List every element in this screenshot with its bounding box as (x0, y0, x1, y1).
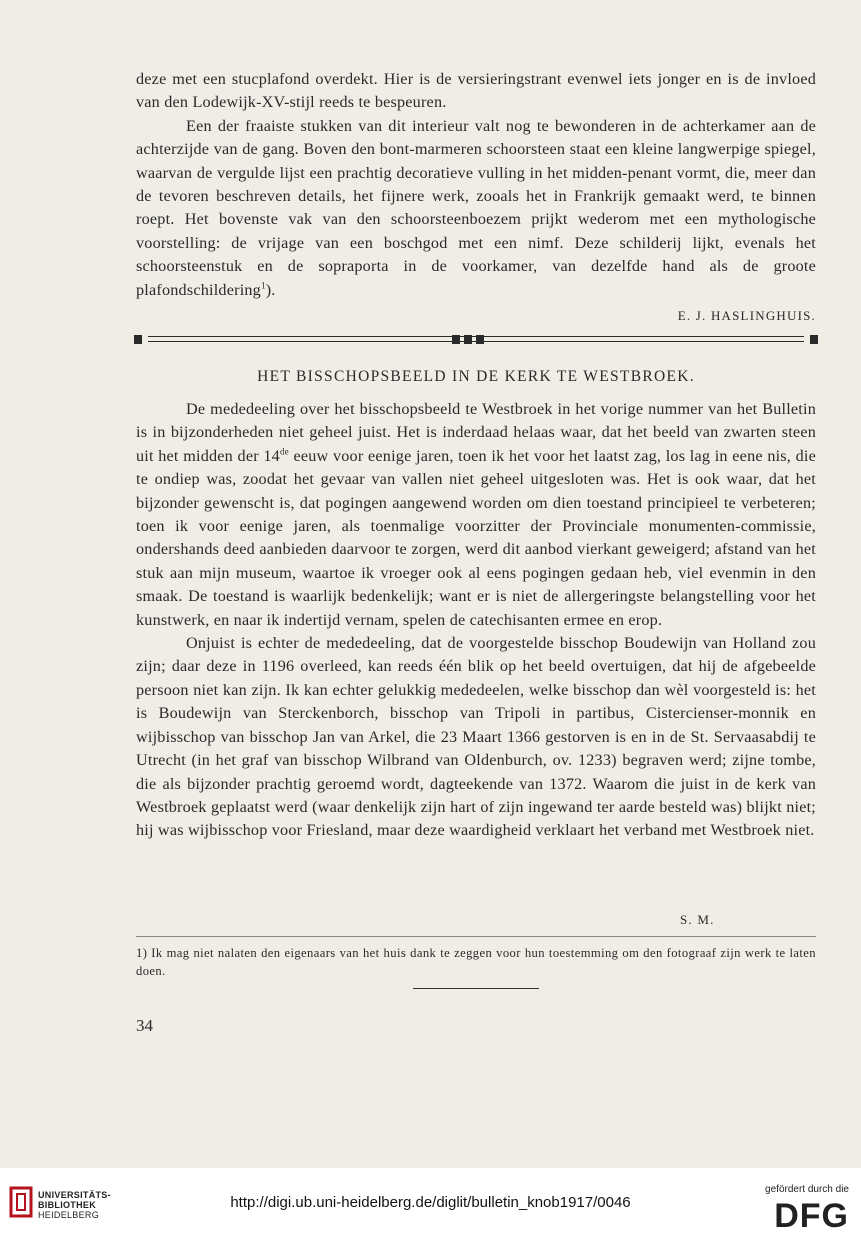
section-divider-ornament (134, 334, 818, 346)
library-line-2: BIBLIOTHEK (38, 1200, 96, 1210)
digitization-footer (0, 1168, 861, 1240)
section-heading: HET BISSCHOPSBEELD IN DE KERK TE WESTBROEK. (257, 368, 695, 385)
century-superscript: de (279, 446, 289, 457)
footnote-ref: 1 (260, 280, 266, 291)
footnote-divider (136, 936, 816, 937)
paragraph-2 (136, 115, 816, 302)
paragraph-2-end: ). (265, 280, 276, 299)
paragraph-3-a: De mededeeling over het bisschopsbeeld te Westbroek in het vorige nummer van het Bulletin is in bijzonderheden niet geheel juist. Het is inderdaad helaas waar, dat het beeld van zwarten steen uit het midden der 14 (136, 400, 816, 465)
paragraph-3-b: eeuw voor eenige jaren, toen ik het voor het laatst zag, los lag in eene nis, die te ondiep was, zoodat het gevaar van vallen niet geheel uitgesloten was. Het is ook waar, dat het bijzonder gewenscht is, dat pogingen aangewend worden om dien toestand principieel te verbeteren; toen ik voor eenige jaren, als toenmalige voorzitter der Provinciale monumenten-commissie, ondershands deed aanbieden daarvoor te zorgen, werd dit aanbod vierkant geweigerd; afstand van het stuk aan mijn museum, waartoe ik vroeger ook al eens pogingen gedaan heb, viel evenmin in den smaak. De toestand is waarlijk bedenkelijk; want er is niet de allergeringste belangstelling voor het kunstwerk, en naar ik indertijd vernam, spelen de catechisanten ermee en erop. (136, 446, 816, 629)
dfg-logo: DFG (774, 1197, 849, 1235)
source-url-link[interactable]: http://digi.ub.uni-heidelberg.de/diglit/bulletin_knob1917/0046 (230, 1194, 631, 1211)
signature-sm: S. M. (680, 912, 715, 927)
sponsor-text: gefördert durch die (765, 1184, 849, 1195)
paragraph-1: deze met een stucplafond overdekt. Hier is de versieringstrant evenwel iets jonger en is de invloed van den Lodewijk-XV-stijl reeds te bespeuren. (136, 70, 816, 112)
paragraph-2-text: Een der fraaiste stukken van dit interieur valt nog te bewonderen in de achterkamer aan de achterzijde van de gang. Boven den bont-marmeren schoorsteen staat een kleine langwerpige spiegel, waarvan de vergulde lijst een prachtig decoratieve vulling in het midden-penant vormt, die, meer dan de tevoren beschreven details, het fijnere werk, zooals het in Frankrijk gemaakt werd, te binnen roept. Het bovenste vak van den schoorsteenboezem prijkt wederom met een mythologische voorstelling: de vrijage van een boschgod met een nimf. Deze schilderij lijkt, evenals het schoorsteenstuk en de sopraporta in de voorkamer, van dezelfde hand als de groote plafondschildering (136, 116, 816, 299)
library-line-1: UNIVERSITÄTS- (38, 1190, 111, 1200)
page-number: 34 (136, 1016, 153, 1035)
article-bisschopsbeeld (136, 398, 816, 843)
footnote: 1) Ik mag niet nalaten den eigenaars van het huis dank te zeggen voor hun toestemming om den fotograaf zijn werk te laten doen. (136, 946, 816, 978)
signature-haslinghuis: E. J. HASLINGHUIS. (677, 308, 816, 323)
end-rule (413, 988, 539, 989)
library-line-3: HEIDELBERG (38, 1210, 100, 1220)
paragraph-4: Onjuist is echter de mededeeling, dat de voorgestelde bisschop Boudewijn van Holland zou zijn; daar deze in 1196 overleed, kan reeds één blik op het beeld overtuigen, dat hij de afgebeelde persoon niet kan zijn. Ik kan echter gelukkig mededeelen, welke bisschop dan wèl voorgesteld is: het is Boudewijn van Sterckenborch, bisschop van Tripoli in partibus, Cistercienser-monnik en wijbisschop van bisschop Jan van Arkel, die 23 Maart 1366 gestorven is en in de St. Servaasabdij te Utrecht (in het graf van bisschop Wilbrand van Oldenburch, ov. 1233) begraven werd; zijne tombe, die als bijzonder prachtig geroemd wordt, dagteekende van 1372. Waarom die juist in de kerk van Westbroek geplaatst werd (waar denkelijk zijn hart of zijn ingewand ter aarde besteld was) blijkt niet; hij was wijbisschop voor Friesland, maar deze waardigheid verklaart het verband met Westbroek niet. (136, 634, 816, 840)
paragraph-3 (136, 398, 816, 632)
article-continuation (136, 68, 816, 302)
